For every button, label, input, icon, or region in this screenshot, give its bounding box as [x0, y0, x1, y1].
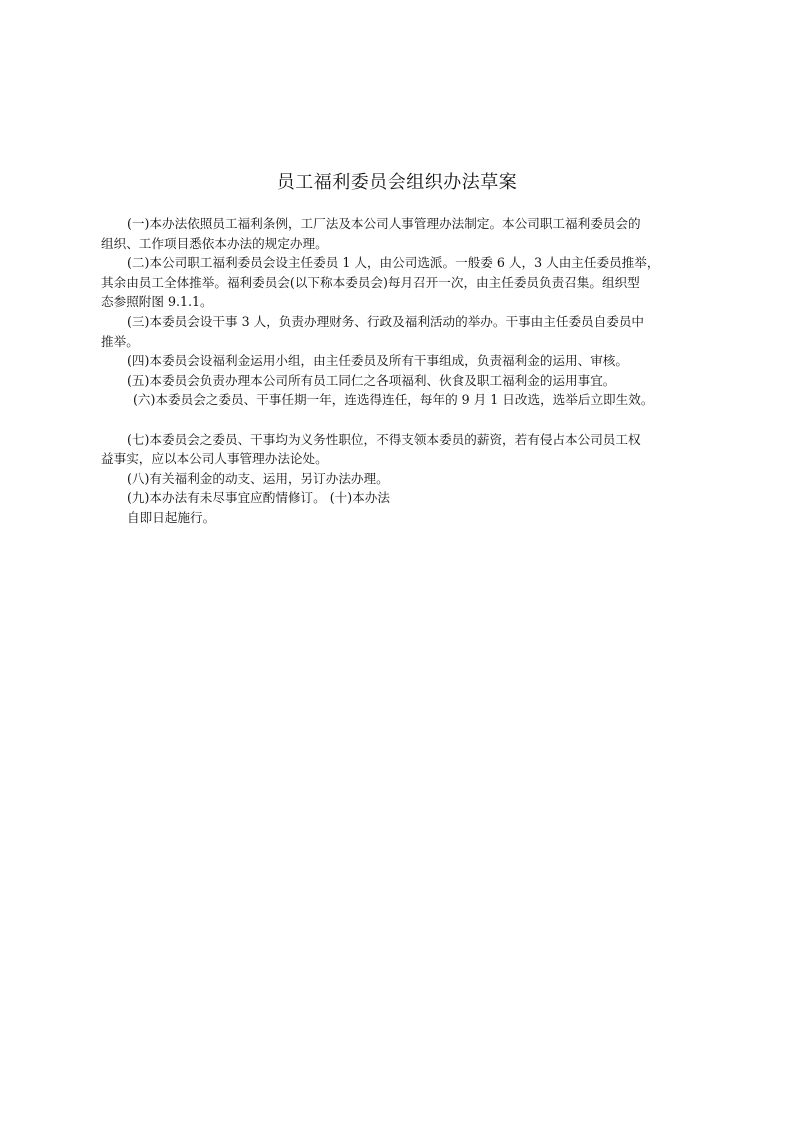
- paragraph-line: 推举。: [101, 333, 139, 349]
- paragraph-line: 自即日起施行。: [127, 509, 216, 525]
- paragraph-line: (三)本委员会设干事 3 人，负责办理财务、行政及福利活动的举办。干事由主任委员自委员中: [127, 313, 645, 329]
- paragraph-line: 组织、工作项目悉依本办法的规定办理。: [101, 235, 328, 251]
- paragraph-line: (五)本委员会负责办理本公司所有员工同仁之各项福利、伙食及职工福利金的运用事宜。: [127, 372, 616, 388]
- paragraph-line: (二)本公司职工福利委员会设主任委员 1 人，由公司选派。一般委 6 人，3 人由主任委员推举，: [127, 255, 660, 271]
- paragraph-line: (七)本委员会之委员、干事均为义务性职位，不得支领本委员的薪资，若有侵占本公司员工权: [127, 431, 641, 447]
- paragraph-line: (八)有关福利金的动支、运用，另订办法办理。: [127, 470, 389, 486]
- paragraph-line: (九)本办法有未尽事宜应酌情修订。 (十)本办法: [127, 490, 390, 506]
- blank-line: [101, 410, 701, 430]
- paragraph-line: (一)本办法依照员工福利条例，工厂法及本公司人事管理办法制定。本公司职工福利委员会的: [127, 216, 641, 231]
- document-title: 员工福利委员会组织办法草案: [276, 172, 518, 193]
- paragraph-line: 其余由员工全体推举。福利委员会(以下称本委员会)每月召开一次，由主任委员负责召集。组织型: [101, 274, 640, 290]
- paragraph-line: 益事实，应以本公司人事管理办法论处。: [101, 451, 328, 467]
- paragraph-line: (四)本委员会设福利金运用小组，由主任委员及所有干事组成，负责福利金的运用、审核。: [127, 353, 628, 369]
- document-body: [101, 214, 701, 528]
- paragraph-line: (六)本委员会之委员、干事任期一年，连选得连任，每年的 9 月 1 日改选，选举后立即生效。: [133, 392, 654, 408]
- paragraph-line: 态参照附图 9.1.1。: [101, 294, 213, 310]
